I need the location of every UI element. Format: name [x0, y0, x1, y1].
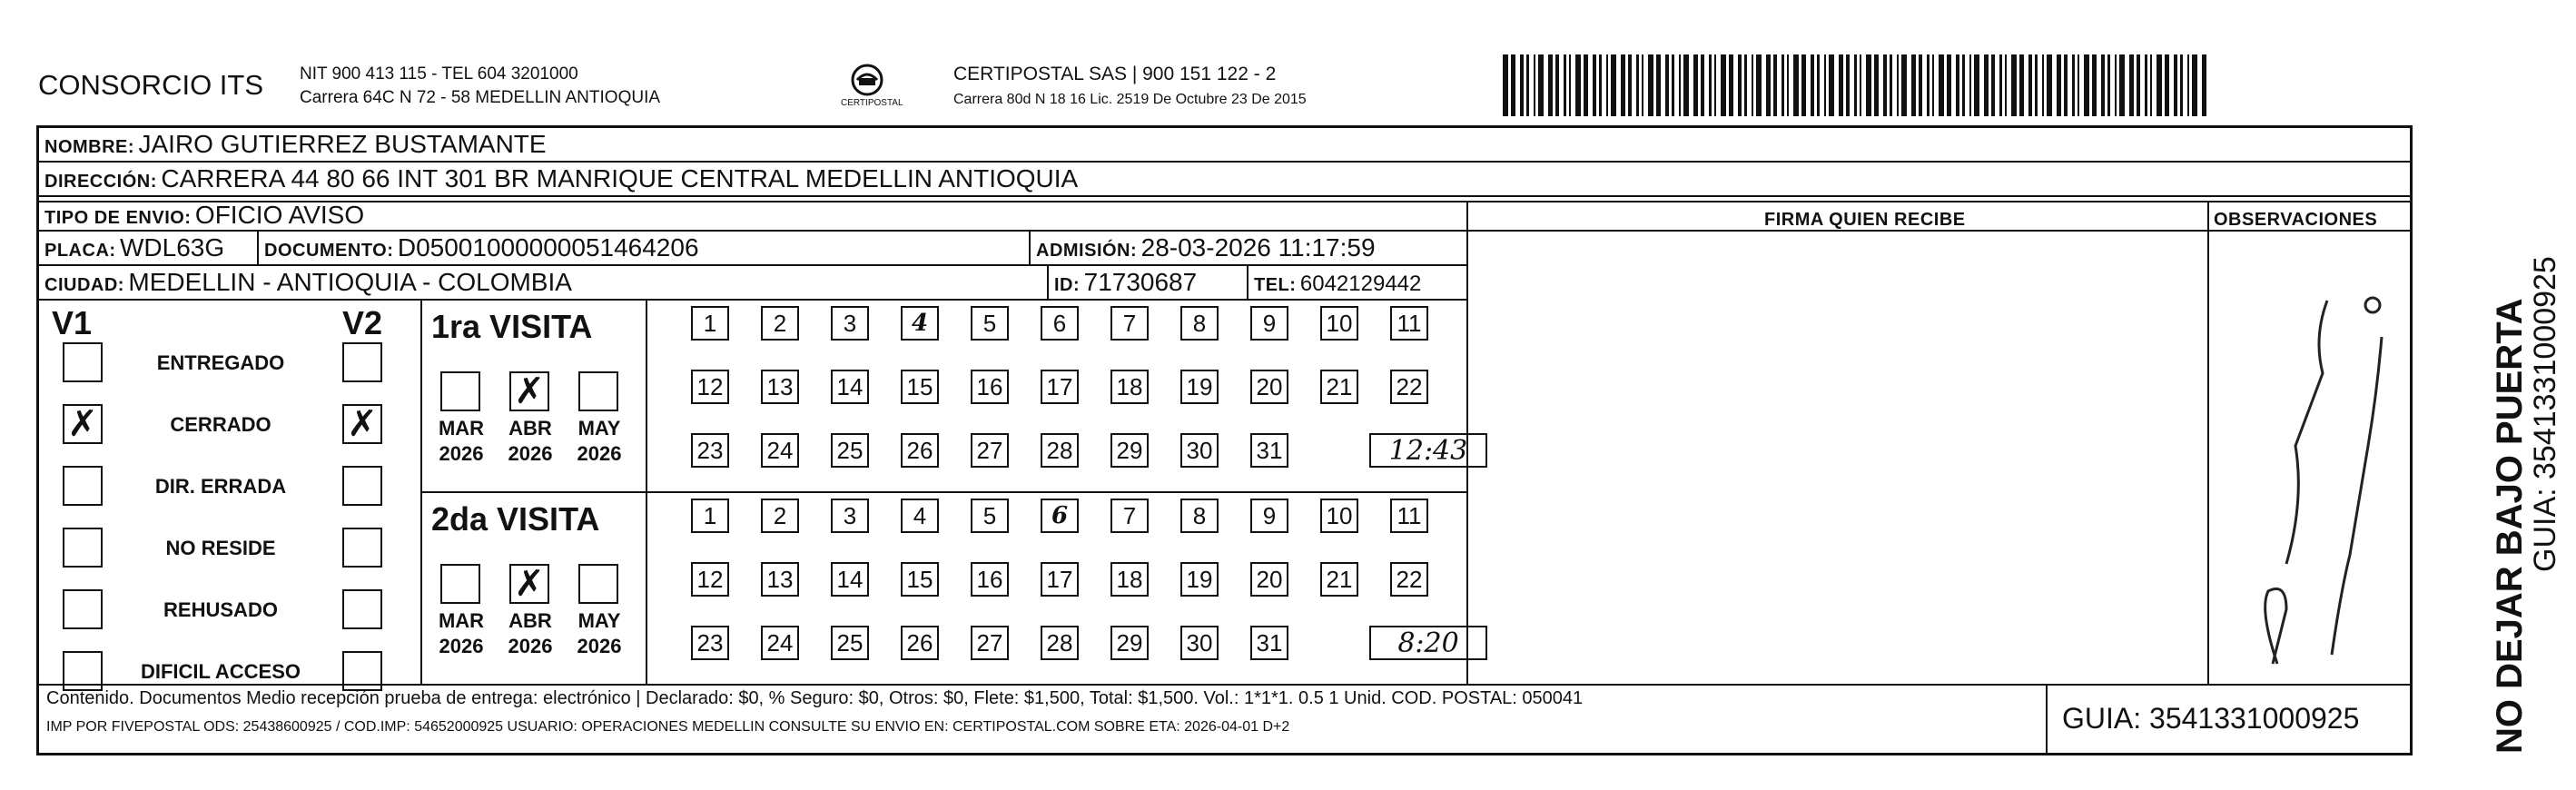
- company-name: CONSORCIO ITS: [38, 69, 264, 101]
- day-box[interactable]: 24: [761, 433, 799, 468]
- month-year: 2026: [439, 442, 484, 465]
- month-year: 2026: [508, 442, 553, 465]
- visit-time[interactable]: 8:20: [1369, 626, 1487, 660]
- tipo-envio-value: OFICIO AVISO: [194, 201, 365, 229]
- company-info-line2: Carrera 64C N 72 - 58 MEDELLIN ANTIOQUIA: [300, 88, 661, 107]
- admision-value: 28-03-2026 11:17:59: [1140, 233, 1376, 262]
- day-box[interactable]: 12: [691, 562, 729, 597]
- day-box[interactable]: 13: [761, 562, 799, 597]
- id-label: ID:: [1054, 275, 1081, 295]
- day-box[interactable]: 22: [1390, 370, 1428, 404]
- day-box[interactable]: 25: [831, 626, 869, 660]
- id-value: 71730687: [1083, 268, 1198, 296]
- signature: [2223, 264, 2404, 673]
- day-box[interactable]: 4: [901, 499, 939, 533]
- direccion-value: CARRERA 44 80 66 INT 301 BR MANRIQUE CENTRAL MEDELLIN ANTIOQUIA: [161, 164, 1079, 193]
- day-box[interactable]: 31: [1250, 626, 1288, 660]
- barcode: [1503, 54, 2209, 116]
- direccion-label: DIRECCIÓN:: [44, 172, 157, 192]
- status-option-label: NO RESIDE: [165, 537, 276, 559]
- v1-check-mark: ✗: [67, 403, 98, 445]
- admision-row: [1036, 234, 1376, 266]
- month-name: ABR: [508, 609, 552, 632]
- day-box[interactable]: 7: [1110, 499, 1149, 533]
- day-box[interactable]: 3: [831, 499, 869, 533]
- day-box[interactable]: 10: [1320, 306, 1358, 341]
- v2-checkbox[interactable]: [342, 651, 382, 691]
- tel-value: 6042129442: [1299, 272, 1422, 296]
- month-checkbox[interactable]: [578, 564, 618, 604]
- v1-label: V1: [52, 304, 93, 341]
- side-guia: GUIA: 3541331000925: [2528, 256, 2562, 572]
- day-box[interactable]: 1: [691, 306, 729, 341]
- placa-value: WDL63G: [120, 233, 225, 262]
- day-box[interactable]: 16: [971, 562, 1009, 597]
- day-box[interactable]: 13: [761, 370, 799, 404]
- day-box[interactable]: 20: [1250, 562, 1288, 597]
- v2-check-mark: ✗: [347, 403, 378, 445]
- day-box[interactable]: 15: [901, 370, 939, 404]
- placa-label: PLACA:: [44, 241, 116, 261]
- month-year: 2026: [439, 635, 484, 657]
- status-option-label: DIR. ERRADA: [154, 475, 287, 498]
- carrier-info-line2: Carrera 80d N 18 16 Lic. 2519 De Octubre 23 De 2015: [953, 92, 1307, 107]
- company-info-line1: NIT 900 413 115 - TEL 604 3201000: [300, 64, 578, 84]
- footer-line1: Contenido. Documentos Medio recepción prueba de entrega: electrónico | Declarado: $0, % Seguro: $0, Otros: $0, Flete: $1,500, Total: $1,500. Vol.: 1*1*1. 0.5 1 Unid. COD. POSTAL: 050041: [46, 688, 1584, 708]
- day-box[interactable]: 5: [971, 306, 1009, 341]
- month-checkbox[interactable]: [440, 371, 480, 411]
- day-box[interactable]: 12: [691, 370, 729, 404]
- day-box[interactable]: 31: [1250, 433, 1288, 468]
- day-box[interactable]: 27: [971, 433, 1009, 468]
- day-box[interactable]: 30: [1180, 626, 1219, 660]
- nombre-row: [44, 131, 547, 163]
- tel-row: [1254, 271, 1421, 301]
- day-box[interactable]: 20: [1250, 370, 1288, 404]
- day-box[interactable]: 15: [901, 562, 939, 597]
- v2-checkbox[interactable]: [342, 528, 382, 568]
- status-option-label: REHUSADO: [163, 598, 278, 621]
- day-box[interactable]: 6: [1041, 499, 1079, 533]
- day-box[interactable]: 24: [761, 626, 799, 660]
- month-year: 2026: [577, 635, 622, 657]
- month-checkbox[interactable]: [578, 371, 618, 411]
- day-box[interactable]: 30: [1180, 433, 1219, 468]
- firma-label: FIRMA QUIEN RECIBE: [1764, 210, 1966, 230]
- admision-label: ADMISIÓN:: [1036, 241, 1138, 261]
- v2-checkbox[interactable]: [342, 589, 382, 629]
- day-box[interactable]: 2: [761, 499, 799, 533]
- month-checkbox[interactable]: [509, 564, 549, 604]
- day-box[interactable]: 26: [901, 433, 939, 468]
- footer-guia: GUIA: 3541331000925: [2062, 702, 2360, 735]
- v2-checkbox[interactable]: [342, 404, 382, 444]
- v2-checkbox[interactable]: [342, 466, 382, 506]
- day-box[interactable]: 8: [1180, 499, 1219, 533]
- day-box[interactable]: 26: [901, 626, 939, 660]
- v2-label: V2: [342, 304, 383, 341]
- day-box[interactable]: 1: [691, 499, 729, 533]
- id-row: [1054, 269, 1197, 301]
- ciudad-value: MEDELLIN - ANTIOQUIA - COLOMBIA: [128, 268, 572, 296]
- day-box[interactable]: 16: [971, 370, 1009, 404]
- footer-line2: IMP POR FIVEPOSTAL ODS: 25438600925 / COD.IMP: 54652000925 USUARIO: OPERACIONES MEDELLIN CONSULTE SU ENVIO EN: CERTIPOSTAL.COM SOBRE ETA: 2026-04-01 D+2: [46, 719, 1290, 735]
- v1-checkbox[interactable]: [63, 651, 103, 691]
- month-name: MAY: [577, 609, 621, 632]
- month-name: MAR: [438, 417, 485, 439]
- carrier-info-line1: CERTIPOSTAL SAS | 900 151 122 - 2: [953, 64, 1277, 84]
- day-box[interactable]: 23: [691, 626, 729, 660]
- day-box[interactable]: 6: [1041, 306, 1079, 341]
- month-year: 2026: [508, 635, 553, 657]
- day-box[interactable]: 18: [1110, 370, 1149, 404]
- day-box[interactable]: 10: [1320, 499, 1358, 533]
- delivery-form: [36, 125, 2413, 755]
- month-year: 2026: [577, 442, 622, 465]
- day-box[interactable]: 7: [1110, 306, 1149, 341]
- day-box[interactable]: 9: [1250, 499, 1288, 533]
- month-name: MAR: [438, 609, 485, 632]
- documento-label: DOCUMENTO:: [264, 241, 394, 261]
- day-box[interactable]: 27: [971, 626, 1009, 660]
- tel-label: TEL:: [1254, 275, 1297, 295]
- day-box[interactable]: 11: [1390, 499, 1428, 533]
- day-box[interactable]: 19: [1180, 562, 1219, 597]
- day-box[interactable]: 23: [691, 433, 729, 468]
- tipo-envio-label: TIPO DE ENVIO:: [44, 208, 192, 228]
- v1-checkbox[interactable]: [63, 466, 103, 506]
- day-box[interactable]: 28: [1041, 433, 1079, 468]
- day-box[interactable]: 19: [1180, 370, 1219, 404]
- day-box[interactable]: 22: [1390, 562, 1428, 597]
- tipo-envio-row: [44, 202, 364, 233]
- documento-value: D05001000000051464206: [397, 233, 699, 262]
- day-box[interactable]: 18: [1110, 562, 1149, 597]
- placa-row: [44, 234, 224, 266]
- month-check-mark: ✗: [514, 370, 545, 412]
- day-box[interactable]: 29: [1110, 626, 1149, 660]
- status-option-label: CERRADO: [170, 413, 271, 436]
- day-box[interactable]: 25: [831, 433, 869, 468]
- v1-checkbox[interactable]: [63, 528, 103, 568]
- observaciones-label: OBSERVACIONES: [2214, 210, 2378, 230]
- visit-title: 2da VISITA: [431, 500, 600, 538]
- logo-text: CERTIPOSTAL: [841, 98, 903, 108]
- v1-checkbox[interactable]: [63, 404, 103, 444]
- day-box[interactable]: 3: [831, 306, 869, 341]
- day-box[interactable]: 14: [831, 370, 869, 404]
- month-check-mark: ✗: [514, 563, 545, 605]
- day-box[interactable]: 5: [971, 499, 1009, 533]
- day-box[interactable]: 28: [1041, 626, 1079, 660]
- status-option-label: ENTREGADO: [156, 351, 285, 374]
- day-box[interactable]: 29: [1110, 433, 1149, 468]
- month-checkbox[interactable]: [509, 371, 549, 411]
- direccion-row: [44, 165, 1078, 197]
- v1-checkbox[interactable]: [63, 342, 103, 382]
- day-box[interactable]: 17: [1041, 562, 1079, 597]
- visit-title: 1ra VISITA: [431, 308, 593, 345]
- nombre-label: NOMBRE:: [44, 137, 135, 157]
- certipostal-logo: [835, 62, 903, 116]
- day-box[interactable]: 8: [1180, 306, 1219, 341]
- v2-checkbox[interactable]: [342, 342, 382, 382]
- day-box[interactable]: 11: [1390, 306, 1428, 341]
- v1-checkbox[interactable]: [63, 589, 103, 629]
- ciudad-row: [44, 269, 572, 301]
- day-box[interactable]: 14: [831, 562, 869, 597]
- day-box[interactable]: 9: [1250, 306, 1288, 341]
- day-box[interactable]: 17: [1041, 370, 1079, 404]
- month-checkbox[interactable]: [440, 564, 480, 604]
- month-name: MAY: [577, 417, 621, 439]
- visit-time[interactable]: 12:43: [1369, 433, 1487, 468]
- ciudad-label: CIUDAD:: [44, 275, 124, 295]
- day-box[interactable]: 4: [901, 306, 939, 341]
- status-option-label: DIFICIL ACCESO: [140, 660, 301, 683]
- day-box[interactable]: 21: [1320, 562, 1358, 597]
- month-name: ABR: [508, 417, 552, 439]
- documento-row: [264, 234, 699, 266]
- day-box[interactable]: 2: [761, 306, 799, 341]
- side-warning: NO DEJAR BAJO PUERTA: [2490, 298, 2530, 754]
- day-box[interactable]: 21: [1320, 370, 1358, 404]
- nombre-value: JAIRO GUTIERREZ BUSTAMANTE: [138, 130, 547, 158]
